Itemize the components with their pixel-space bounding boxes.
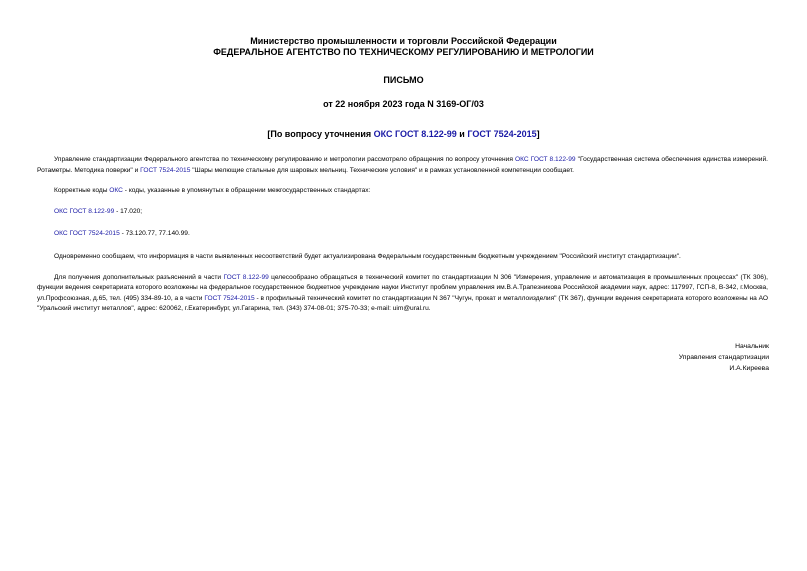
p6-text-2: целесообразно обращаться в технический комитет по стандартизации N 306 "Измерения, управление и автоматизация в промышленных процессах" (ТК 306), функции ведения секретариата которого возложены на федеральное государственное бюджетное учреждение науки Институт проблем управления им.В.А.Трапезникова Российской академии наук, адрес: 117997, ГСП-8, В-342, г.Москва, ул.Профсоюзная, д.65, тел. (495) 334-89-10, а в части	[37, 273, 769, 302]
p2-link-oks[interactable]: ОКС	[109, 187, 123, 195]
paragraph-1	[37, 155, 768, 176]
subject-link-gost-7524-2015[interactable]: ГОСТ 7524-2015	[467, 129, 537, 139]
ministry-name: Министерство промышленности и торговли Российской Федерации	[250, 36, 557, 46]
p6-text-3: - в профильный технический комитет по стандартизации N 367 "Чугун, прокат и металлоизделия" (ТК 367), функции ведения секретариата которого возложены на АО "Уральский институт металлов", адрес: 620062, г.Екатеринбург, ул.Гагарина, тел. (343) 374-08-01; 375-70-33; e-mail: uim@ural.ru.	[37, 294, 768, 313]
p1-text-3: "Шары мелющие стальные для шаровых мельниц. Технические условия" и в рамках установленной компетенции сообщает.	[190, 166, 574, 174]
document-type: ПИСЬМО	[383, 75, 424, 85]
agency-name: ФЕДЕРАЛЬНОЕ АГЕНТСТВО ПО ТЕХНИЧЕСКОМУ РЕГУЛИРОВАНИЮ И МЕТРОЛОГИИ	[213, 47, 594, 57]
paragraph-4-code-line	[54, 229, 768, 240]
document-date-number: от 22 ноября 2023 года N 3169-ОГ/03	[323, 99, 484, 109]
subject-prefix: По вопросу уточнения	[270, 129, 374, 139]
p6-link-gost-8-122-99[interactable]: ГОСТ 8.122-99	[223, 273, 269, 281]
signature-title-1: Начальник	[735, 343, 769, 350]
paragraph-3-code-line	[54, 207, 768, 218]
document-subject	[0, 129, 807, 140]
p1-link-oks-gost-8-122-99[interactable]: ОКС ГОСТ 8.122-99	[514, 156, 576, 163]
p1-text-2: "Государственная система обеспечения единства измерений. Ротаметры. Методика поверки" и	[37, 156, 768, 174]
p3-link-oks-gost-8-122-99[interactable]: ОКС ГОСТ 8.122-99	[54, 207, 115, 215]
p4-code-value: - 73.120.77, 77.140.99.	[119, 230, 190, 238]
document-body	[37, 155, 768, 325]
subject-close-bracket: ]	[536, 129, 540, 139]
p1-text-1: Управление стандартизации Федерального агентства по техническому регулированию и метрологии рассмотрело обращения по вопросу уточнения	[54, 156, 515, 163]
paragraph-6	[37, 273, 768, 315]
document-header	[0, 36, 807, 140]
signature-title-2: Управления стандартизации	[678, 354, 769, 361]
subject-open-bracket: [	[267, 129, 271, 139]
p2-text-2: - коды, указанные в упомянутых в обращении межгосударственных стандартах:	[122, 187, 371, 195]
p6-link-gost-7524-2015[interactable]: ГОСТ 7524-2015	[204, 294, 255, 302]
p1-link-gost-7524-2015[interactable]: ГОСТ 7524-2015	[140, 166, 191, 174]
p6-text-1: Для получения дополнительных разъяснений в части	[54, 273, 224, 281]
signature-block	[569, 341, 769, 374]
signature-name: И.А.Киреева	[729, 365, 769, 372]
p2-text-1: Корректные коды	[54, 187, 110, 195]
paragraph-2	[37, 186, 768, 197]
subject-and: и	[456, 129, 468, 139]
p3-code-value: - 17.020;	[114, 207, 143, 215]
p4-link-oks-gost-7524-2015[interactable]: ОКС ГОСТ 7524-2015	[54, 230, 120, 238]
subject-link-oks-gost-8-122-99[interactable]: ОКС ГОСТ 8.122-99	[373, 129, 457, 139]
paragraph-5: Одновременно сообщаем, что информация в части выявленных несоответствий будет актуализирована Федеральным государственным бюджетным учреждением "Российский институт стандартизации".	[54, 252, 681, 260]
